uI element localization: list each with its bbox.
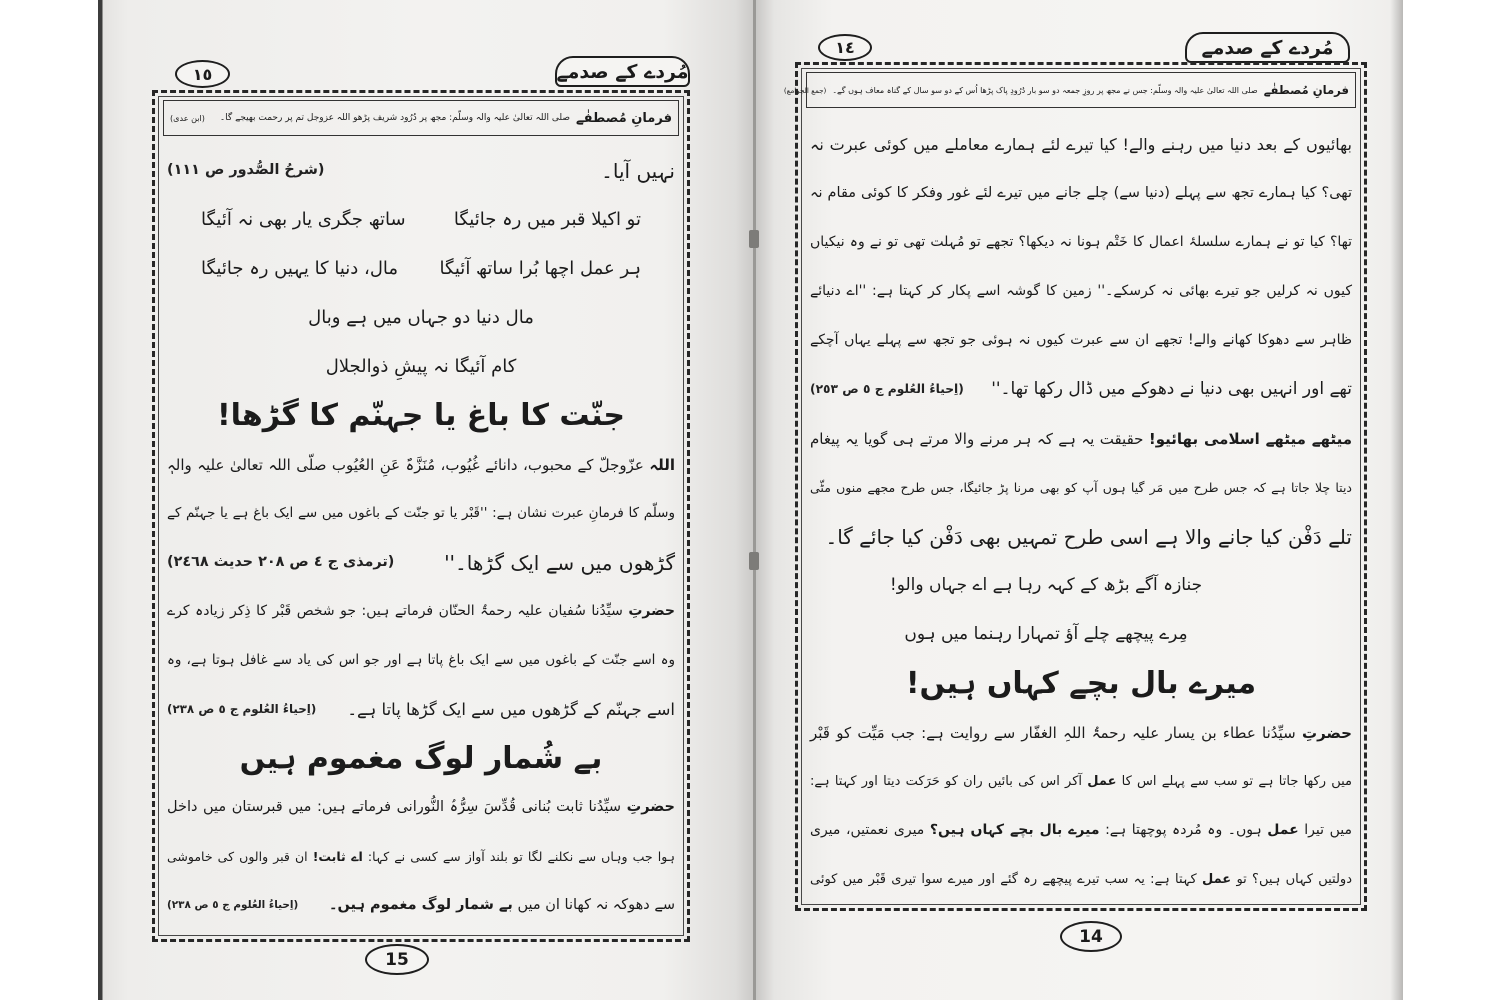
- verse-line: [167, 244, 675, 293]
- text-line: [810, 463, 1352, 512]
- citation: (شرحُ الصُّدور ص ١١١): [167, 161, 325, 178]
- text-segment: سے دھوکہ نہ کھانا ان میں: [512, 896, 675, 913]
- line-text: [444, 551, 675, 575]
- text-line: [810, 120, 1352, 169]
- text-segment: اللہ: [649, 455, 675, 474]
- line-text: [810, 724, 1352, 742]
- text-segment: ان قبر والوں کی خاموشی: [167, 849, 313, 864]
- text-segment: حقیقت یہ ہے کہ ہر مرنے والا مرتے ہی گویا یہ پیغام: [810, 429, 1149, 448]
- line-text: [601, 159, 675, 183]
- banner-label: فرمانِ مُصطفٰے: [576, 110, 672, 126]
- text-segment: اسے جہنّم کے گڑھوں میں سے ایک گڑھا پاتا ہے۔: [347, 699, 675, 719]
- line-text: [167, 505, 675, 521]
- text-segment: کہتا ہے: یہ سب تیرے پیچھے رہ گئے اور میرے سوا تیری قَبْر میں کوئی: [810, 871, 1202, 887]
- text-segment: نہیں آیا۔: [601, 158, 675, 183]
- text-line: [810, 414, 1352, 463]
- banner-source: (جمع الجوامع): [783, 85, 827, 95]
- text-segment: دیتا چلا جاتا ہے کہ جس طرح میں مَر گیا ہوں آپ کو بھی مرنا پڑ جائیگا، جس طرح مجھے منوں مٹّی: [810, 480, 1352, 495]
- text-segment: ظاہر سے دھوکا کھانے والے! تجھے ان سے عبرت کیوں نہ ہوئی جو تجھ سے پہلے یہاں آچکے: [810, 332, 1352, 349]
- text-segment: اے ثابت!: [312, 849, 363, 864]
- page-number-top: ١٤: [818, 34, 872, 61]
- text-segment: تلے دَفْن کیا جانے والا ہے اسی طرح تمہیں بھی دَفْن کیا جائے گا۔: [825, 524, 1352, 549]
- page-body: [167, 146, 675, 930]
- line-text: [810, 774, 1352, 790]
- running-title: مُردے کے صدمے: [1185, 32, 1350, 63]
- line-text: [326, 356, 517, 378]
- page-frame: [152, 90, 690, 942]
- text-segment: ہوا جب وہاں سے نکلنے لگا تو بلند آواز سے کسی نے کہا:: [362, 849, 675, 864]
- text-segment: حضرتِ: [628, 603, 675, 620]
- text-segment: تھے اور انہیں بھی دنیا نے دھوکے میں ڈال رکھا تھا۔'': [991, 379, 1352, 400]
- text-line: [810, 512, 1352, 561]
- text-line: [167, 489, 675, 538]
- text-segment: مال دنیا دو جہاں میں ہے وبال: [308, 306, 534, 328]
- text-segment: جنّت کا باغ یا جہنّم کا گڑھا!: [216, 397, 626, 433]
- hadith-banner: [783, 72, 1356, 108]
- line-text: [991, 379, 1352, 399]
- staple: [749, 230, 759, 248]
- line-text: [890, 575, 1202, 595]
- line-text: [810, 135, 1352, 154]
- text-line: [167, 440, 675, 489]
- text-line: [810, 267, 1352, 316]
- text-segment: آکر اس کی بائیں ران کو حَرَکت دیتا اور کہتا ہے:: [810, 773, 1088, 789]
- verse-line: [167, 195, 675, 244]
- text-segment: دولتیں کہاں ہیں؟ تو: [1231, 871, 1352, 887]
- text-line: [810, 855, 1352, 904]
- verse-hemistich-right: تو اکیلا قبر میں رہ جائیگا: [453, 208, 641, 230]
- text-segment: حضرتِ: [1302, 723, 1352, 742]
- text-line: [167, 293, 675, 342]
- line-text: [810, 480, 1352, 495]
- text-segment: میرے بال بچے کہاں ہیں؟: [929, 822, 1100, 839]
- page-number-bottom: 15: [365, 944, 429, 975]
- line-text: [906, 666, 1256, 702]
- text-segment: تھی؟ کیا ہمارے تجھ سے پہلے (دنیا سے) چلے جانے میں تیرے لئے غور وفکر کا کوئی مقام نہ: [810, 184, 1352, 201]
- text-segment: بے شمار لوگ مغموم ہیں۔: [328, 896, 513, 913]
- text-line: [810, 561, 1352, 610]
- text-segment: عزّوجلّ کے محبوب، دانائے غُیُوب، مُنَزَّہٌ عَنِ العُیُوب صلّی اللہ تعالیٰ علیہ والہٖ: [167, 455, 650, 474]
- text-line: [167, 146, 675, 195]
- text-segment: میٹھے میٹھے اسلامی بھائیو!: [1148, 429, 1352, 448]
- line-text: [810, 872, 1352, 888]
- text-segment: مِرے پیچھے چلے آؤ تمہارا رہنما میں ہوں: [904, 624, 1188, 645]
- banner-label: فرمانِ مُصطفٰے: [1263, 83, 1349, 97]
- page-number-bottom: 14: [1060, 921, 1122, 952]
- section-heading: [167, 391, 675, 440]
- banner-text: صلی اللہ تعالیٰ علیہ والہ وسلّم: مجھ پر دُرُود شریف پڑھو اللہ عزوجل تم پر رحمت بھیجے گا۔: [219, 113, 570, 123]
- text-line: [167, 685, 675, 734]
- line-text: [810, 283, 1352, 300]
- text-line: [167, 538, 675, 587]
- section-heading: [810, 659, 1352, 708]
- verse-hemistich-right: ہر عمل اچھا بُرا ساتھ آئیگا: [439, 257, 641, 279]
- page-number-top: ١٥: [175, 60, 230, 88]
- line-text: [240, 741, 603, 777]
- text-segment: ہوں۔ وہ مُردہ پوچھتا ہے:: [1099, 822, 1268, 839]
- text-segment: سیِّدُنا سُفیان علیہ رحمۃُ الحنّان فرماتے ہیں: جو شخص قَبْر کا ذِکر زیادہ کرے: [167, 603, 629, 620]
- text-line: [810, 806, 1352, 855]
- line-text: [167, 799, 675, 816]
- text-segment: سیِّدُنا ثابت بُنانی قُدِّسَ سِرُّہُ النُّورانی فرماتے ہیں: میں قبرستان میں داخل: [167, 798, 627, 815]
- citation: (اِحیاءُ العُلوم ج ٥ ص ٢٥٣): [810, 382, 964, 397]
- text-line: [810, 757, 1352, 806]
- text-line: [810, 708, 1352, 757]
- text-segment: میری نعمتیں، میری: [810, 822, 930, 839]
- line-text: [810, 332, 1352, 349]
- text-segment: تھا؟ کیا تو نے ہمارے سلسلۂ اعمال کا خَتْم ہونا نہ دیکھا؟ تجھے تو مُہلت تھی تو نے وہ نیکیاں: [810, 234, 1352, 251]
- citation: (ترمذی ج ٤ ص ٢٠٨ حدیث ٢٤٦٨): [167, 553, 395, 570]
- line-text: [167, 652, 675, 668]
- text-line: [167, 342, 675, 391]
- line-text: [347, 700, 675, 720]
- line-text: [167, 603, 675, 620]
- section-heading: [167, 734, 675, 783]
- text-line: [810, 610, 1352, 659]
- page-body: [810, 120, 1352, 904]
- text-segment: بھائیوں کے بعد دنیا میں رہنے والے! کیا تیرے لئے ہمارے معاملے میں کوئی عبرت نہ: [810, 134, 1352, 154]
- citation: (اِحیاءُ العُلوم ج ٥ ص ٢٣٨): [167, 899, 299, 912]
- citation: (اِحیاءُ العُلوم ج ٥ ص ٢٣٨): [167, 702, 317, 717]
- line-text: [217, 398, 625, 434]
- line-text: [167, 849, 675, 864]
- text-segment: میں تیرا: [1298, 822, 1352, 839]
- hadith-banner: [163, 100, 679, 136]
- line-text: [167, 456, 675, 474]
- line-text: [810, 822, 1352, 839]
- text-segment: حضرتِ: [626, 798, 675, 815]
- line-text: [308, 307, 534, 329]
- text-segment: وہ اسے جنّت کے باغوں میں سے ایک باغ پاتا ہے اور جو اس کی یاد سے غافل ہوتا ہے، وہ: [167, 652, 675, 669]
- text-line: [167, 832, 675, 881]
- text-segment: میں رکھا جاتا ہے تو سب سے پہلے اس کا: [1116, 773, 1353, 789]
- text-line: [167, 783, 675, 832]
- running-title: مُردے کے صدمے: [555, 56, 690, 87]
- right-page: [755, 0, 1403, 1000]
- verse-hemistich-left: ساتھ جگری یار بھی نہ آئیگا: [201, 208, 406, 230]
- text-line: [810, 365, 1352, 414]
- line-text: [810, 430, 1352, 448]
- text-segment: میرے بال بچے کہاں ہیں!: [905, 665, 1257, 701]
- text-line: [810, 316, 1352, 365]
- text-segment: گڑھوں میں سے ایک گڑھا۔'': [444, 550, 675, 575]
- text-line: [810, 218, 1352, 267]
- text-segment: بے شُمار لوگ مغموم ہیں: [239, 740, 603, 776]
- book-gutter: [753, 0, 756, 1000]
- line-text: [825, 525, 1352, 549]
- line-text: [810, 185, 1352, 202]
- verse-hemistich-left: مال، دنیا کا یہیں رہ جائیگا: [201, 257, 399, 279]
- line-text: [329, 897, 675, 914]
- text-segment: عمل: [1201, 871, 1232, 887]
- staple: [749, 552, 759, 570]
- text-line: [810, 169, 1352, 218]
- text-segment: عمل: [1087, 773, 1117, 789]
- text-segment: عمل: [1267, 822, 1299, 839]
- text-line: [167, 587, 675, 636]
- left-page: [98, 0, 755, 1000]
- text-segment: سیِّدُنا عطاء بن یسار علیہ رحمۃُ اللہِ الغفّار سے روایت ہے: جب مَیِّت کو قَبْر: [810, 723, 1302, 742]
- text-segment: کام آئیگا نہ پیشِ ذوالجلال: [325, 355, 517, 377]
- text-segment: جنازہ آگے بڑھ کے کہہ رہا ہے اے جہاں والو!: [889, 575, 1203, 596]
- text-line: [167, 636, 675, 685]
- line-text: [810, 234, 1352, 251]
- text-segment: وسلّم کا فرمانِ عبرت نشان ہے: ''قَبْر یا تو جنّت کے باغوں میں سے ایک باغ ہے یا جہنّم کے: [167, 505, 675, 522]
- line-text: [904, 624, 1187, 644]
- page-frame: [783, 62, 1367, 911]
- banner-text: صلی اللہ تعالیٰ علیہ والہ وسلّم: جس نے مجھ پر روزِ جمعہ دو سو بار دُرُودِ پاک پڑھا اُس کے دو سو سال کے گناہ معاف ہوں گے۔: [832, 85, 1258, 95]
- banner-source: (ابن عدی): [170, 113, 205, 123]
- text-line: [167, 881, 675, 930]
- text-segment: کیوں نہ کرلیں جو تیرے بھائی نہ کرسکے۔'' زمین کا گوشہ اسے پکار کر کہتا ہے: ''اے دنیائے: [810, 283, 1352, 300]
